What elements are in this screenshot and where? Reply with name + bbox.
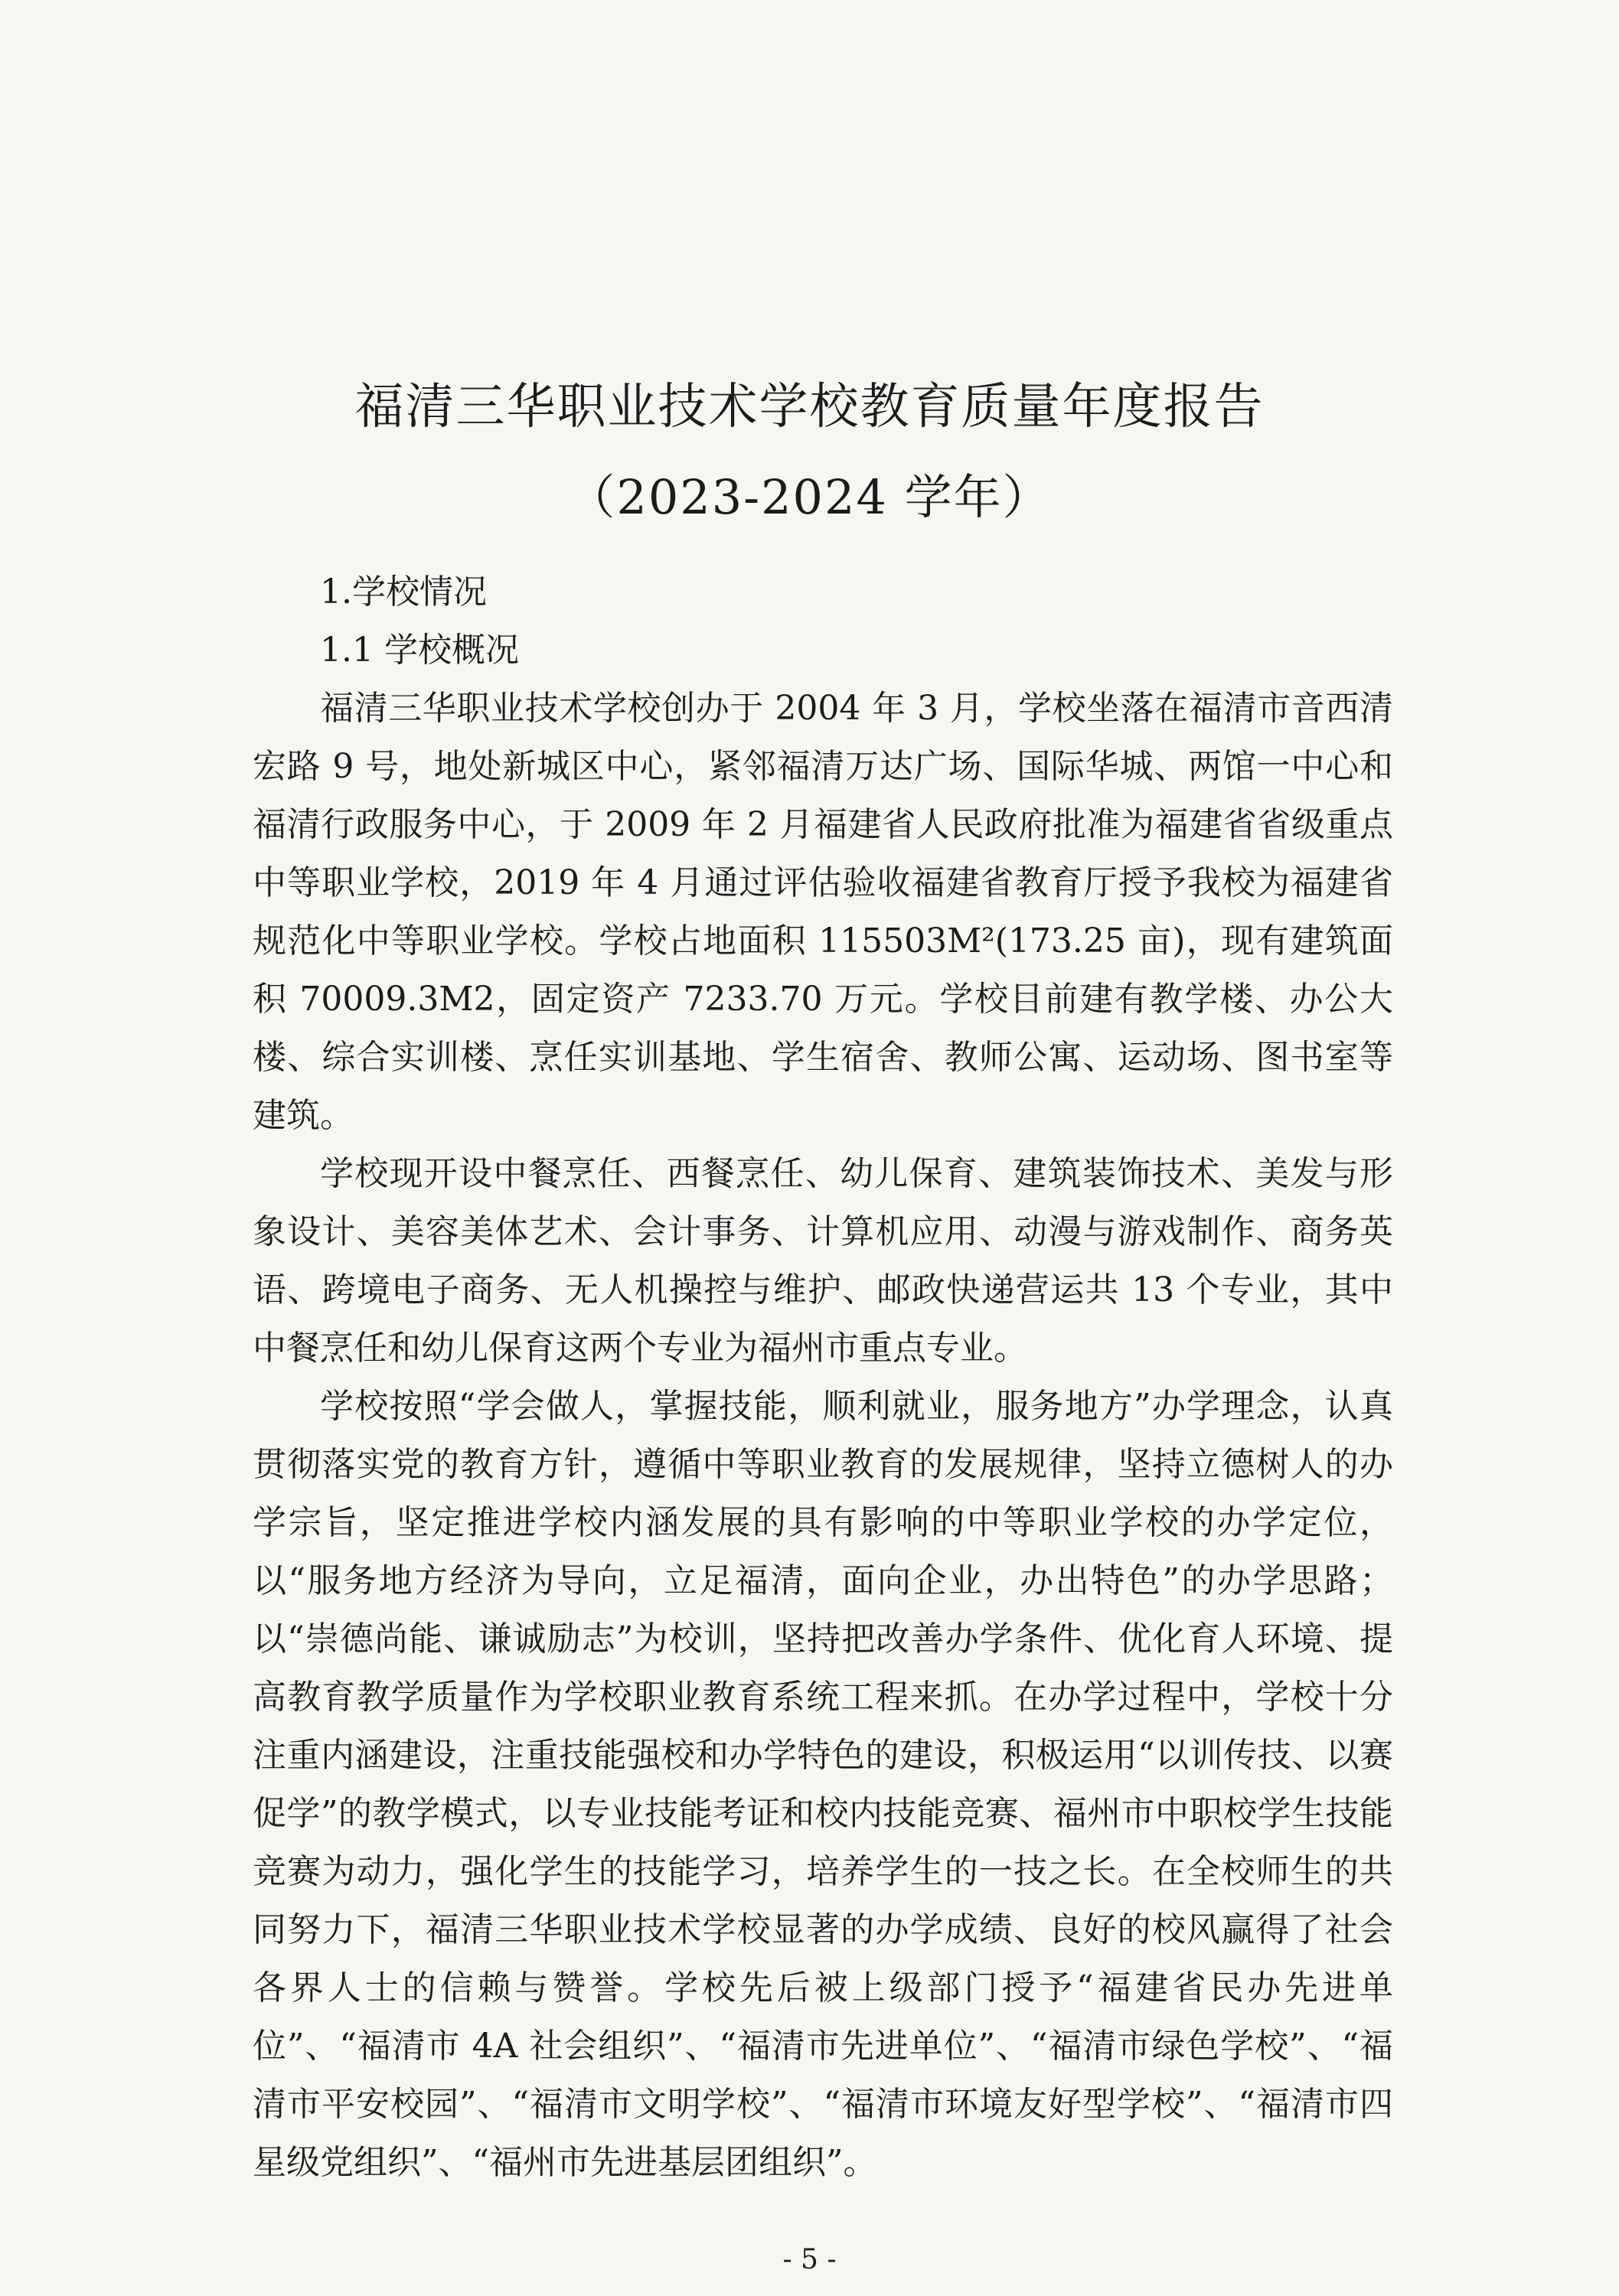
paragraph-majors: 学校现开设中餐烹任、西餐烹任、幼儿保育、建筑装饰技术、美发与形象设计、美容美体艺术、会计事务、计算机应用、动漫与游戏制作、商务英语、跨境电子商务、无人机操控与维护、邮政快递营运共 13 个专业，其中中餐烹任和幼儿保育这两个专业为福州市重点专业。 xyxy=(253,1154,1393,1368)
subsection-heading: 1.1 学校概况 xyxy=(320,631,519,670)
report-subtitle: （2023-2024 学年） xyxy=(567,469,1052,525)
document-body xyxy=(253,563,1393,2192)
report-title: 福清三华职业技术学校教育质量年度报告 xyxy=(354,379,1265,435)
paragraph-philosophy: 学校按照“学会做人，掌握技能，顺利就业，服务地方”办学理念，认真贯彻落实党的教育方针，遵循中等职业教育的发展规律，坚持立德树人的办学宗旨，坚定推进学校内涵发展的具有影响的中等职业学校的办学定位，以“服务地方经济为导向，立足福清，面向企业，办出特色”的办学思路；以“崇德尚能、谦诚励志”为校训，坚持把改善办学条件、优化育人环境、提高教育教学质量作为学校职业教育系统工程来抓。在办学过程中，学校十分注重内涵建设，注重技能强校和办学特色的建设，积极运用“以训传技、以赛促学”的教学模式，以专业技能考证和校内技能竞赛、福州市中职校学生技能竞赛为动力，强化学生的技能学习，培养学生的一技之长。在全校师生的共同努力下，福清三华职业技术学校显著的办学成绩、良好的校风赢得了社会各界人士的信赖与赞誉。学校先后被上级部门授予“福建省民办先进单位”、“福清市 4A 社会组织”、“福清市先进单位”、“福清市绿色学校”、“福清市平安校园”、“福清市文明学校”、“福清市环境友好型学校”、“福清市四星级党组织”、“福州市先进基层团组织”。 xyxy=(253,1387,1393,2182)
section-heading: 1.学校情况 xyxy=(320,572,487,612)
page-number: - 5 - xyxy=(782,2244,837,2275)
paragraph-overview: 福清三华职业技术学校创办于 2004 年 3 月，学校坐落在福清市音西清宏路 9 号，地处新城区中心，紧邻福清万达广场、国际华城、两馆一中心和福清行政服务中心，于 2009 年 2 月福建省人民政府批准为福建省省级重点中等职业学校，2019 年 4 月通过评估验收福建省教育厅授予我校为福建省规范化中等职业学校。学校占地面积 115503M²(173.25 亩)，现有建筑面积 70009.3M2，固定资产 7233.70 万元。学校目前建有教学楼、办公大楼、综合实训楼、烹任实训基地、学生宿舍、教师公寓、运动场、图书室等建筑。 xyxy=(253,689,1393,1135)
